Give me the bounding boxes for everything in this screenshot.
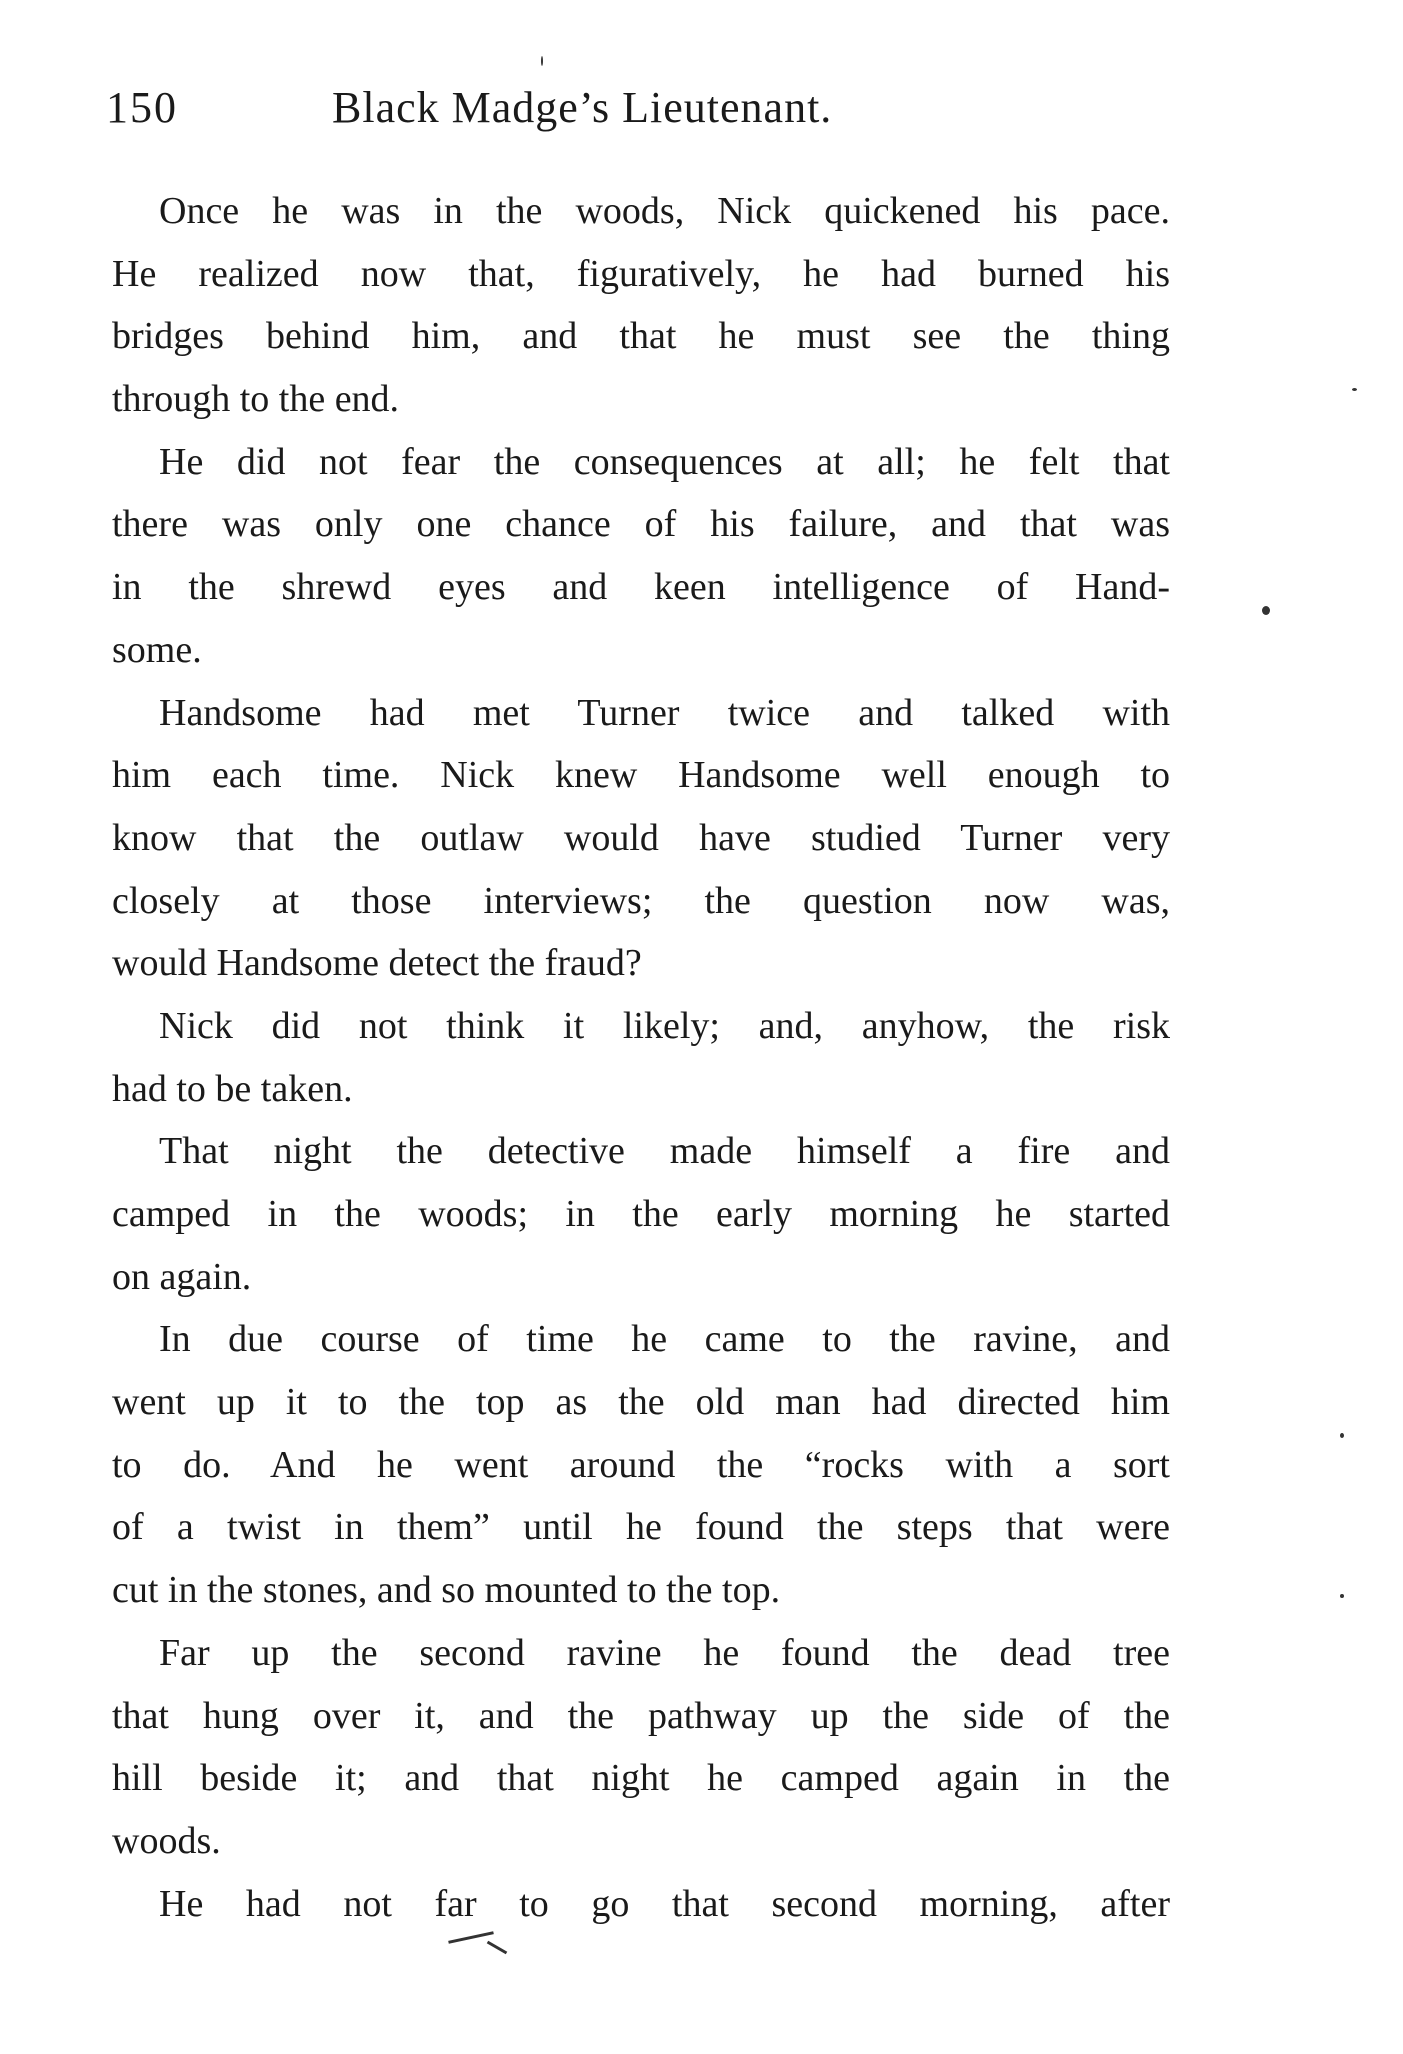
text-line: camped in the woods; in the early morning he started xyxy=(112,1193,1170,1235)
text-line: cut in the stones, and so mounted to the top. xyxy=(112,1569,781,1612)
text-line: some. xyxy=(112,628,202,671)
text-line: that hung over it, and the pathway up the side of the xyxy=(112,1694,1170,1737)
text-line: bridges behind him, and that he must see the thing xyxy=(112,315,1170,358)
text-line: on again. xyxy=(112,1255,252,1298)
scan-speck xyxy=(1262,606,1270,615)
text-line: Once he was in the woods, Nick quickened his pace. xyxy=(159,190,1170,232)
scan-speck xyxy=(1352,388,1357,391)
text-line: Handsome had met Turner twice and talked with xyxy=(159,691,1170,734)
running-title: Black Madge’s Lieutenant. xyxy=(332,83,833,132)
text-line: him each time. Nick knew Handsome well enough to xyxy=(112,754,1170,797)
scan-scratch xyxy=(487,1941,508,1955)
text-line: in the shrewd eyes and keen intelligence of Hand- xyxy=(112,566,1170,609)
text-line: there was only one chance of his failure, and that was xyxy=(112,503,1170,546)
text-line: In due course of time he came to the ravine, and xyxy=(159,1318,1170,1361)
text-line: had to be taken. xyxy=(112,1067,353,1110)
text-line: Far up the second ravine he found the dead tree xyxy=(159,1631,1170,1674)
text-line: He realized now that, figuratively, he had burned his xyxy=(112,252,1170,295)
text-line: Nick did not think it likely; and, anyhow, the risk xyxy=(159,1004,1170,1047)
text-line: That night the detective made himself a fire and xyxy=(159,1130,1170,1173)
page-header xyxy=(106,82,1166,142)
text-line: He did not fear the consequences at all; he felt that xyxy=(159,440,1170,483)
text-line: would Handsome detect the fraud? xyxy=(112,942,642,985)
text-line: woods. xyxy=(112,1819,221,1862)
text-line: know that the outlaw would have studied Turner very xyxy=(112,816,1170,859)
text-line: of a twist in them” until he found the steps that were xyxy=(112,1506,1170,1549)
text-line: to do. And he went around the “rocks with a sort xyxy=(112,1443,1170,1486)
text-line: through to the end. xyxy=(112,378,400,421)
scan-speck xyxy=(541,56,543,66)
scan-speck xyxy=(1340,1594,1344,1598)
text-line: He had not far to go that second morning, after xyxy=(159,1882,1170,1925)
page-number: 150 xyxy=(106,83,178,132)
scan-speck xyxy=(1340,1433,1344,1438)
text-line: hill beside it; and that night he camped again in the xyxy=(112,1757,1170,1800)
body-text xyxy=(112,180,1170,1935)
text-line: closely at those interviews; the question now was, xyxy=(112,879,1170,922)
text-line: went up it to the top as the old man had directed him xyxy=(112,1381,1170,1424)
